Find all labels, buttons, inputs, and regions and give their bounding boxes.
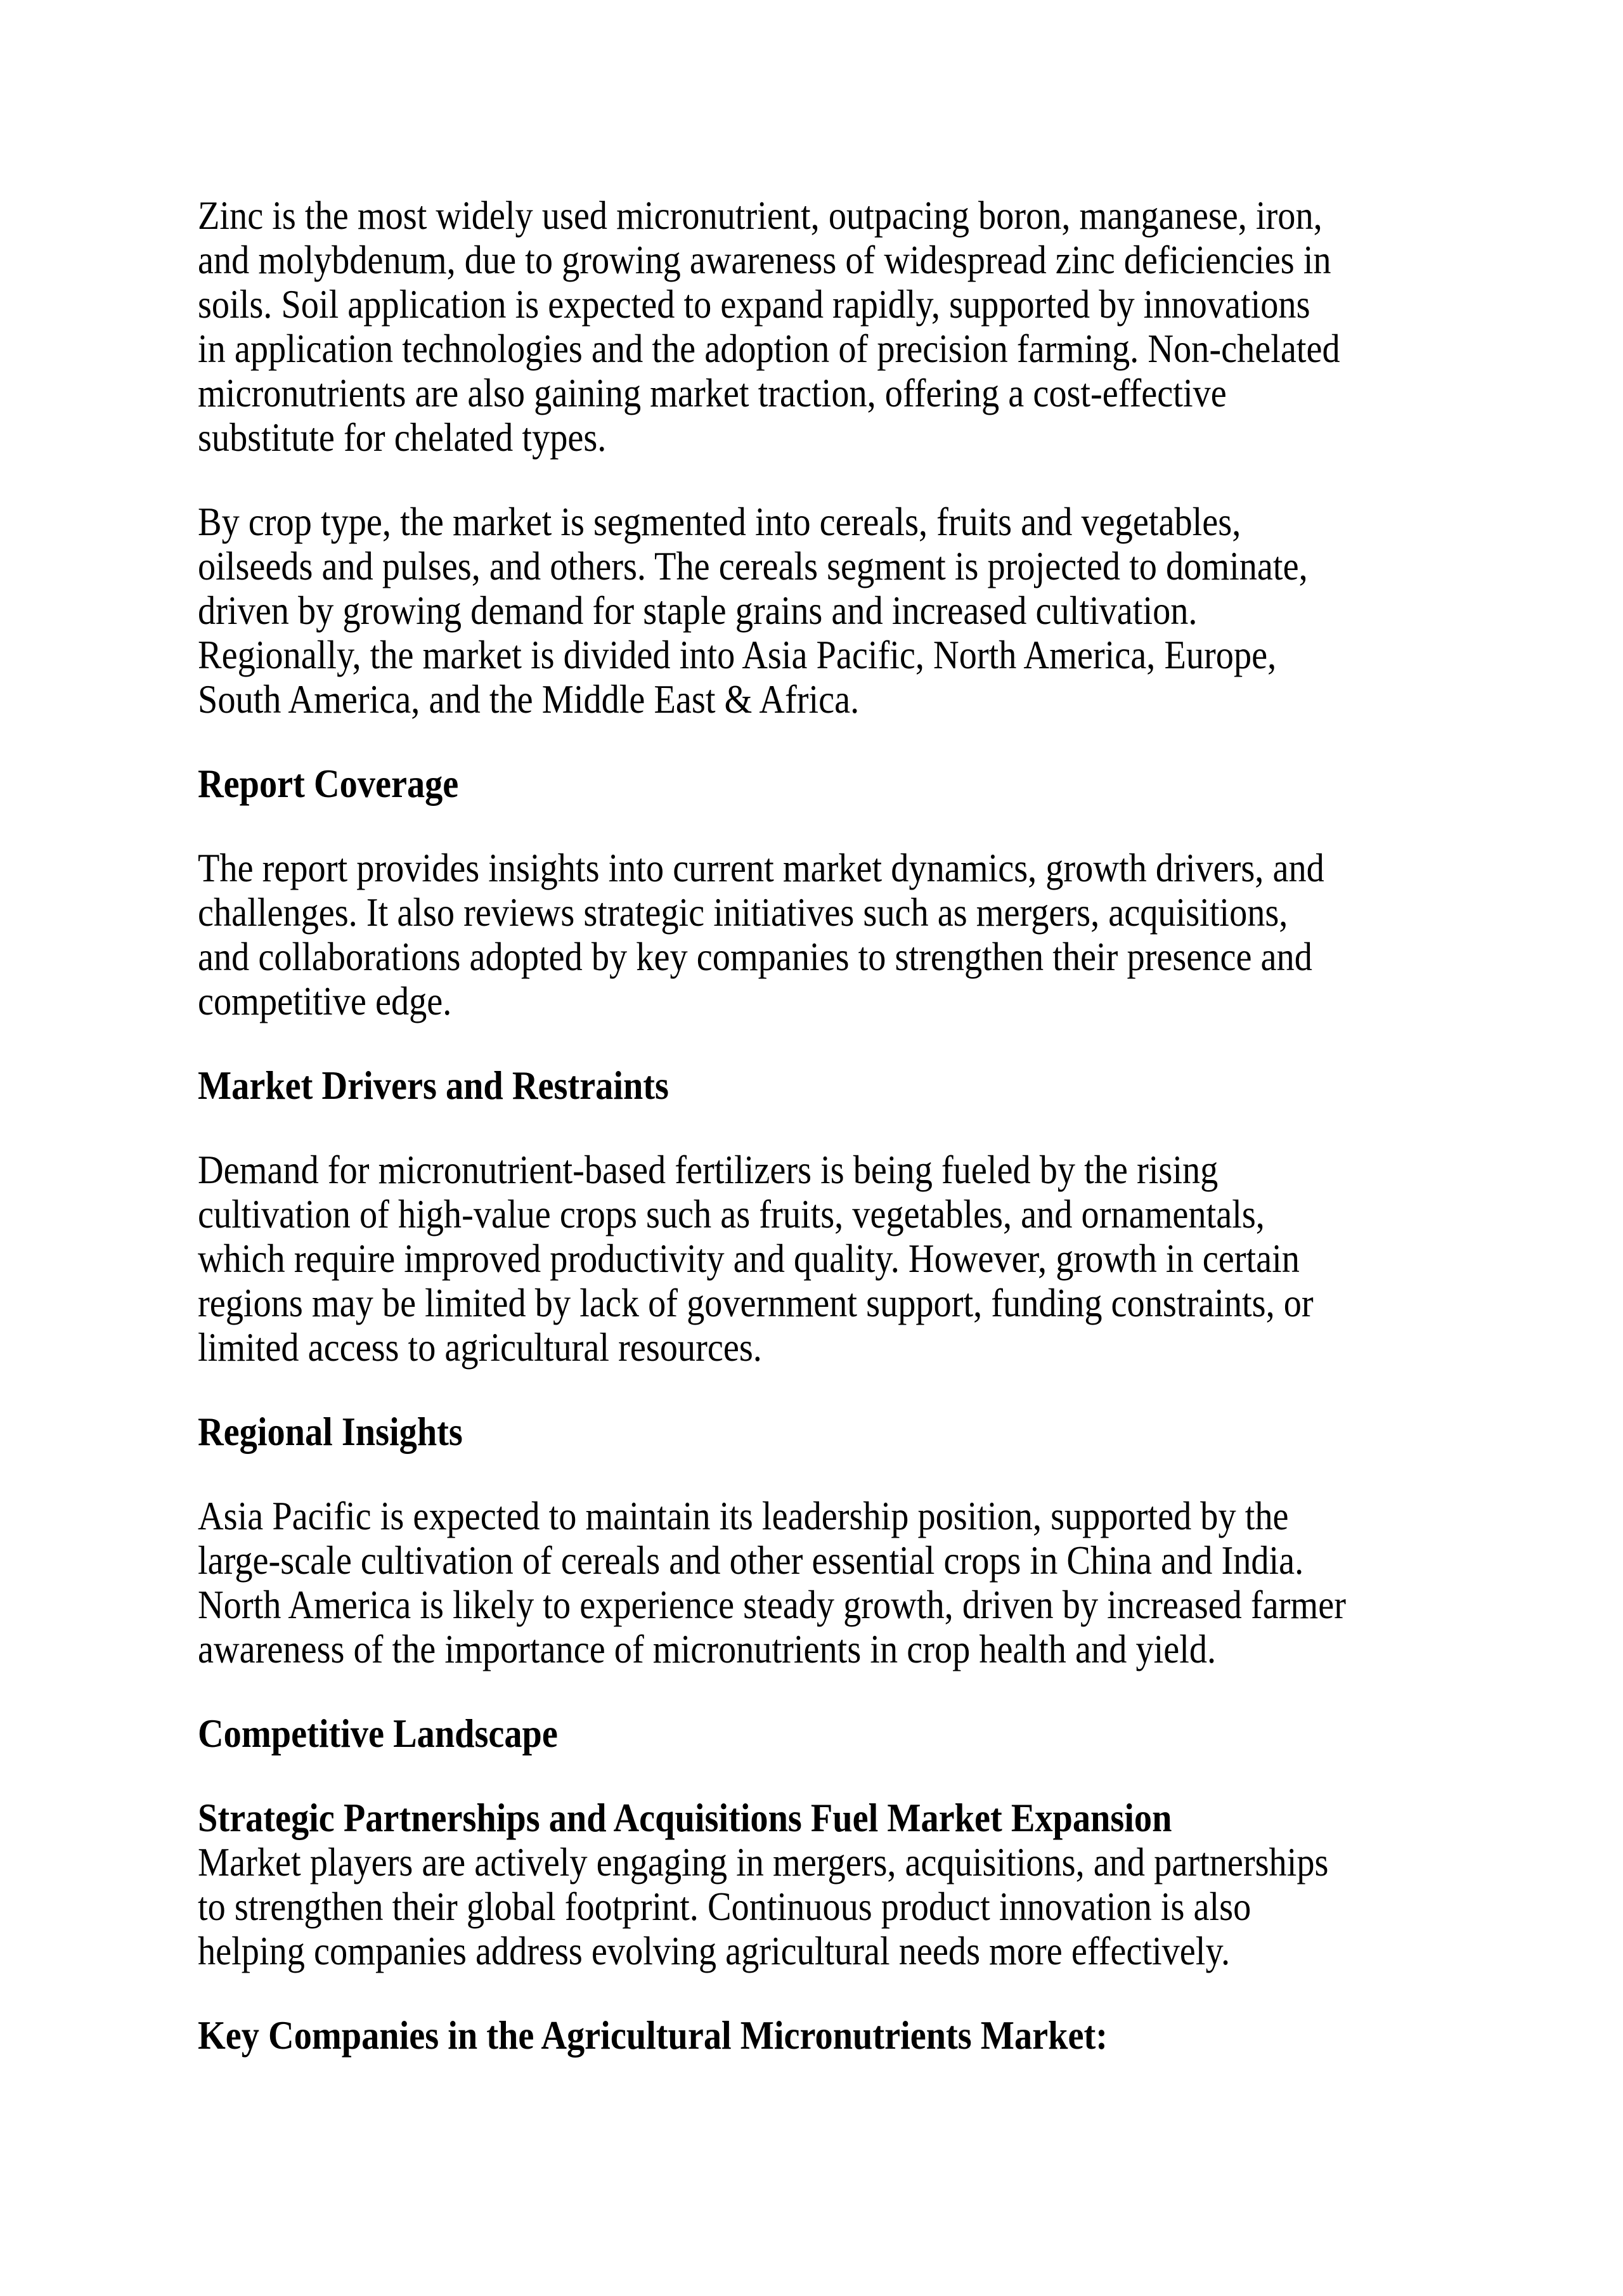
text-line: large-scale cultivation of cereals and other essential crops in China and India. [198, 1538, 1304, 1583]
text-line: and collaborations adopted by key companies to strengthen their presence and [198, 934, 1312, 979]
text-line: Regionally, the market is divided into Asia Pacific, North America, Europe, [198, 632, 1277, 677]
text-line: Report Coverage [198, 761, 459, 806]
paragraph [198, 500, 1466, 722]
section-heading [198, 1796, 1466, 1840]
text-line: in application technologies and the adoption of precision farming. Non-chelated [198, 326, 1340, 371]
text-line: micronutrients are also gaining market traction, offering a cost-effective [198, 370, 1227, 415]
text-line: soils. Soil application is expected to expand rapidly, supported by innovations [198, 282, 1310, 327]
section-heading [198, 2013, 1466, 2058]
text-line: Market players are actively engaging in mergers, acquisitions, and partnerships [198, 1839, 1329, 1884]
text-line: and molybdenum, due to growing awareness of widespread zinc deficiencies in [198, 237, 1331, 282]
paragraph [198, 1494, 1466, 1671]
text-line: substitute for chelated types. [198, 415, 607, 460]
text-line: to strengthen their global footprint. Continuous product innovation is also [198, 1884, 1251, 1929]
text-line: North America is likely to experience steady growth, driven by increased farmer [198, 1582, 1346, 1627]
text-line: challenges. It also reviews strategic initiatives such as mergers, acquisitions, [198, 890, 1288, 935]
paragraph [198, 846, 1466, 1023]
text-line: Strategic Partnerships and Acquisitions Fuel Market Expansion [198, 1795, 1172, 1840]
text-line: South America, and the Middle East & Africa. [198, 677, 860, 722]
text-line: driven by growing demand for staple grains and increased cultivation. [198, 588, 1198, 633]
text-line: Asia Pacific is expected to maintain its leadership position, supported by the [198, 1493, 1289, 1538]
text-line: By crop type, the market is segmented into cereals, fruits and vegetables, [198, 499, 1241, 544]
text-line: Competitive Landscape [198, 1711, 558, 1756]
section-heading [198, 1410, 1466, 1454]
paragraph [198, 193, 1466, 460]
text-line: Zinc is the most widely used micronutrient, outpacing boron, manganese, iron, [198, 193, 1322, 238]
text-line: Regional Insights [198, 1409, 463, 1454]
text-line: Demand for micronutrient-based fertilizers is being fueled by the rising [198, 1147, 1219, 1192]
text-line: cultivation of high-value crops such as fruits, vegetables, and ornamentals, [198, 1191, 1265, 1236]
text-line: which require improved productivity and quality. However, growth in certain [198, 1236, 1300, 1281]
document-body [198, 193, 1466, 2098]
text-line: limited access to agricultural resources. [198, 1325, 762, 1370]
text-line: regions may be limited by lack of government support, funding constraints, or [198, 1280, 1314, 1325]
text-line: The report provides insights into current market dynamics, growth drivers, and [198, 845, 1324, 890]
text-line: Market Drivers and Restraints [198, 1063, 669, 1108]
text-line: awareness of the importance of micronutrients in crop health and yield. [198, 1626, 1217, 1671]
paragraph [198, 1840, 1466, 1973]
section-heading [198, 1063, 1466, 1108]
paragraph [198, 1148, 1466, 1370]
text-line: helping companies address evolving agricultural needs more effectively. [198, 1928, 1231, 1973]
section-heading [198, 1711, 1466, 1756]
text-line: competitive edge. [198, 978, 452, 1023]
text-line: Key Companies in the Agricultural Micronutrients Market: [198, 2013, 1108, 2058]
section-heading [198, 762, 1466, 806]
text-line: oilseeds and pulses, and others. The cereals segment is projected to dominate, [198, 543, 1308, 588]
